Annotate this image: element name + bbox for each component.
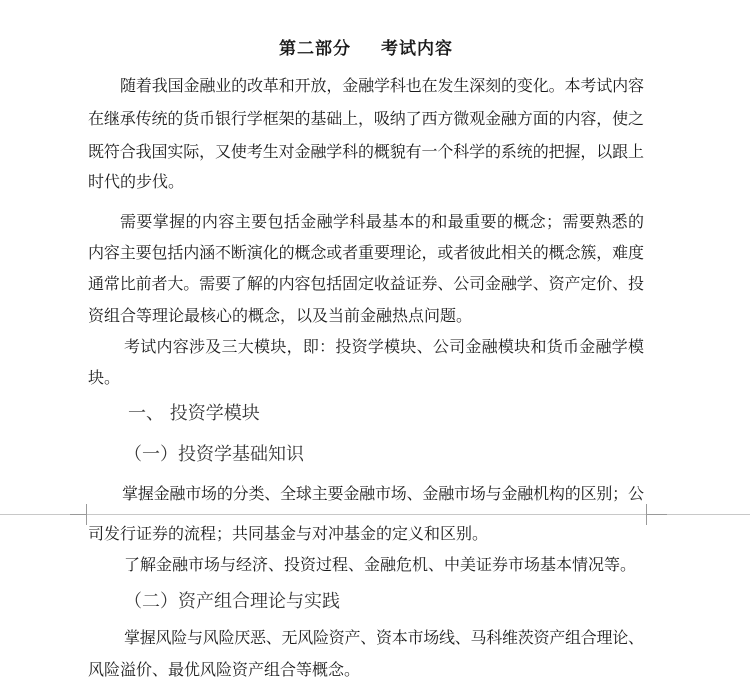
page-corner-mark [646, 514, 667, 525]
section-heading-investment: 一、 投资学模块 [128, 403, 260, 424]
section-title [279, 39, 453, 59]
subsection-heading-basics: （一）投资学基础知识 [124, 444, 304, 465]
paragraph-line: 司发行证券的流程；共同基金与对冲基金的定义和区别。 [88, 524, 489, 543]
paragraph-line: 时代的步伐。 [88, 172, 185, 191]
paragraph-line: 在继承传统的货币银行学框架的基础上，吸纳了西方微观金融方面的内容，使之 [88, 109, 644, 128]
paragraph-line: 掌握风险与风险厌恶、无风险资产、资本市场线、马科维茨资产组合理论、 [124, 628, 644, 647]
paragraph-line: 通常比前者大。需要了解的内容包括固定收益证券、公司金融学、资产定价、投 [88, 274, 644, 293]
paragraph-line: 资组合等理论最核心的概念，以及当前金融热点问题。 [88, 306, 473, 325]
paragraph-line: 随着我国金融业的改革和开放，金融学科也在发生深刻的变化。本考试内容 [120, 76, 644, 95]
title-part: 第二部分 [279, 39, 351, 59]
paragraph-line: 考试内容涉及三大模块，即：投资学模块、公司金融模块和货币金融学模 [124, 337, 645, 356]
paragraph-line: 块。 [88, 368, 121, 387]
paragraph-line: 需要掌握的内容主要包括金融学科最基本的和最重要的概念；需要熟悉的 [120, 212, 645, 231]
paragraph-line: 既符合我国实际，又使考生对金融学科的概貌有一个科学的系统的把握，以跟上 [88, 142, 644, 161]
paragraph-line: 内容主要包括内涵不断演化的概念或者重要理论，或者彼此相关的概念簇，难度 [88, 243, 644, 262]
subsection-heading-portfolio: （二）资产组合理论与实践 [124, 591, 340, 612]
title-name: 考试内容 [381, 39, 453, 59]
paragraph-line: 风险溢价、最优风险资产组合等概念。 [88, 660, 361, 679]
page-corner-mark [70, 514, 87, 525]
paragraph-line: 掌握金融市场的分类、全球主要金融市场、金融市场与金融机构的区别；公 [122, 484, 644, 503]
paragraph-line: 了解金融市场与经济、投资过程、金融危机、中美证券市场基本情况等。 [124, 555, 637, 574]
page-break-divider [0, 514, 750, 515]
